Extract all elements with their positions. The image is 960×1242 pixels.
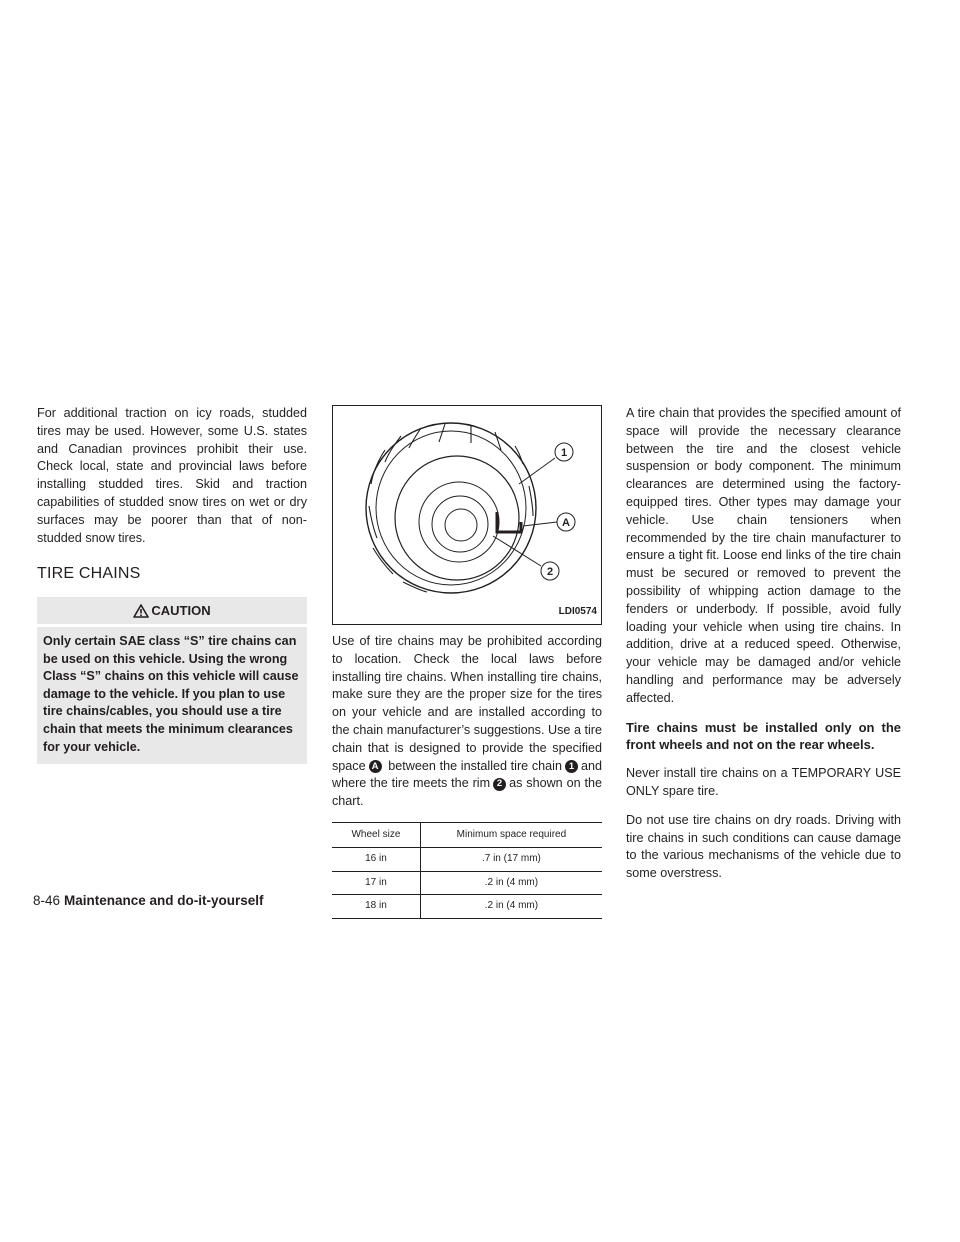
- warning-icon: [133, 604, 149, 618]
- callout-2: [541, 562, 559, 580]
- callout-a-inline: A: [369, 760, 382, 773]
- right-column: [626, 405, 901, 894]
- dry-roads-paragraph: Do not use tire chains on dry roads. Driving with tire chains in such conditions can cause damage to the various mechanisms of the vehicle due to some overstress.: [626, 812, 901, 881]
- table-row: 17 in .2 in (4 mm): [332, 871, 602, 895]
- callout-a-label: A: [562, 517, 570, 529]
- callout-1-inline: 1: [565, 760, 578, 773]
- callout-1: [555, 443, 573, 461]
- callout-2-label: 2: [546, 566, 554, 578]
- callout-a: [557, 513, 575, 531]
- caution-header: [37, 597, 307, 624]
- clearance-table: [332, 822, 602, 919]
- table-header-wheel-size: Wheel size: [332, 822, 420, 847]
- middle-column: [332, 405, 602, 919]
- caution-label: CAUTION: [151, 603, 211, 619]
- chapter-title: Maintenance and do-it-yourself: [64, 893, 264, 908]
- page-number: 8-46: [33, 893, 61, 908]
- table-row: 16 in .7 in (17 mm): [332, 847, 602, 871]
- figure-id: LDI0574: [558, 606, 597, 618]
- tire-diagram: [333, 406, 601, 624]
- spare-tire-paragraph: Never install tire chains on a TEMPORARY USE ONLY spare tire.: [626, 766, 901, 798]
- table-header-min-space: Minimum space required: [420, 822, 602, 847]
- studded-tires-paragraph: For additional traction on icy roads, studded tires may be used. However, some U.S. states and Canadian provinces prohibit their use. Check local, state and provincial laws before installing studded tires. Skid and traction capabilities of studded snow tires on wet or dry surfaces may be poorer than that of non-studded snow tires.: [37, 406, 307, 545]
- left-column: [37, 405, 307, 764]
- page-footer: [33, 893, 264, 908]
- table-row: 18 in .2 in (4 mm): [332, 895, 602, 919]
- callout-2-inline: 2: [493, 778, 506, 791]
- clearance-paragraph: A tire chain that provides the specified amount of space will provide the necessary clearance between the tire and the closest vehicle suspension or body component. The minimum clearances are determined using the factory-equipped tires. Other types may damage your vehicle. Use chain tensioners when recommended by the tire chain manufacturer to ensure a tight fit. Loose end links of the tire chain must be secured or removed to prevent the possibility of whipping action damage to the fenders or underbody. If possible, avoid fully loading your vehicle when using tire chains. In addition, drive at a reduced speed. Otherwise, your vehicle may be damaged and/or vehicle handling and performance may be adversely affected.: [626, 406, 901, 705]
- caution-text: Only certain SAE class “S” tire chains can be used on this vehicle. Using the wrong Class “S” chains on this vehicle will cause damage to the vehicle. If you plan to use tire chains/cables, you should use a tire chain that meets the minimum clearances for your vehicle.: [37, 627, 307, 764]
- section-title: TIRE CHAINS: [37, 565, 141, 583]
- tire-chain-figure: [332, 405, 602, 625]
- chains-usage-paragraph: Use of tire chains may be prohibited according to location. Check the local laws before installing tire chains. When installing tire chains, make sure they are the proper size for the tires on your vehicle and are installed according to the chain manufacturer’s suggestions. Use a tire chain that is designed to provide the specified space A between the installed tire chain 1 and where the tire meets the rim 2 as shown on the chart.: [332, 634, 602, 809]
- callout-1-label: 1: [560, 447, 568, 459]
- front-wheels-warning: Tire chains must be installed only on the front wheels and not on the rear wheels.: [626, 719, 901, 753]
